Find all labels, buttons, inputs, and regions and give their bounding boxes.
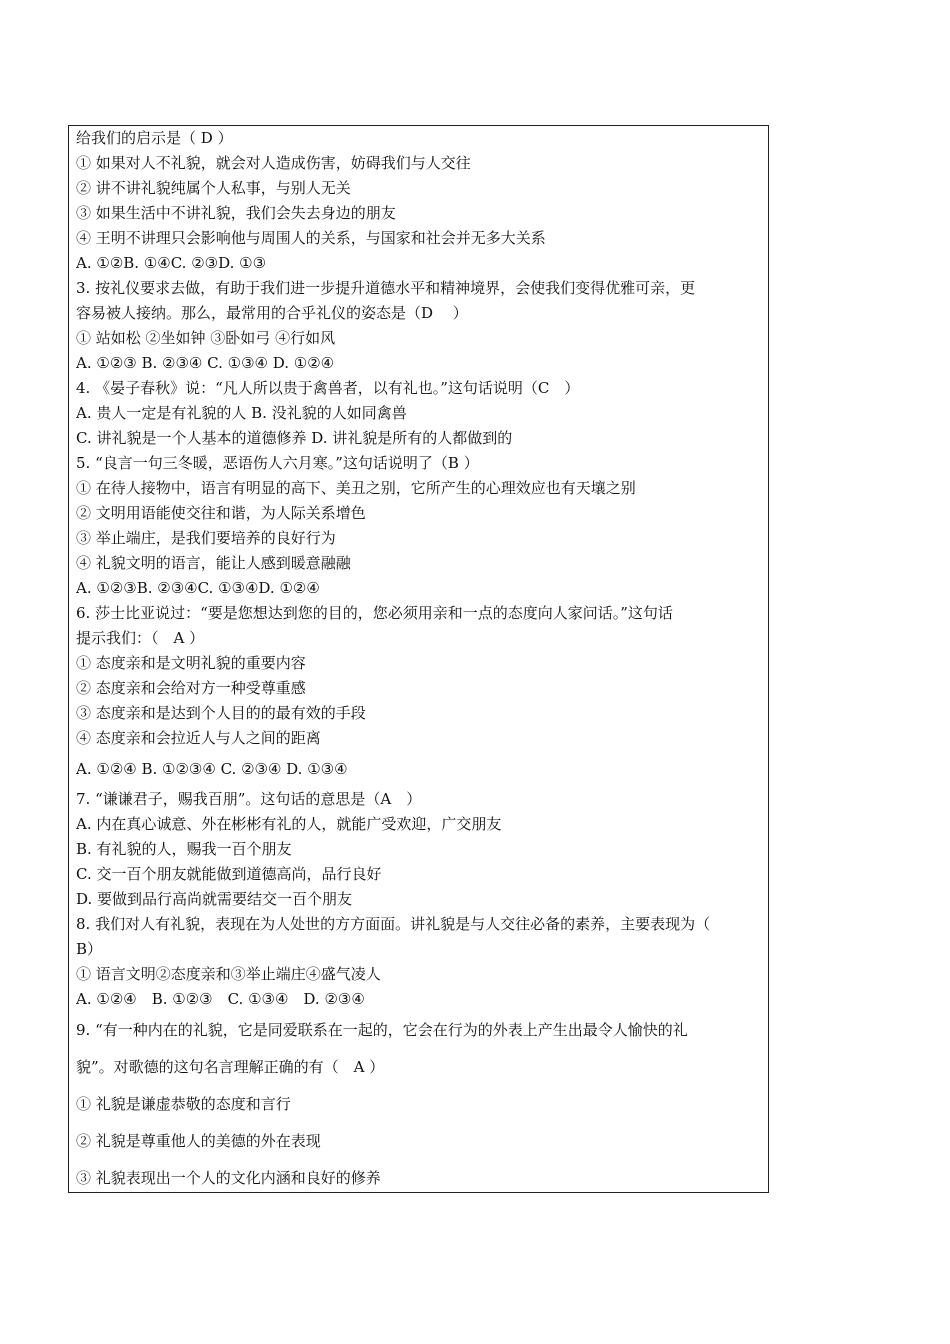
question-3-stem: 3. 按礼仪要求去做，有助于我们进一步提升道德水平和精神境界，会使我们变得优雅可亲，更: [76, 279, 696, 297]
text-line: ② 礼貌是尊重他人的美德的外在表现: [76, 1132, 321, 1150]
text-line: ③ 举止端庄，是我们要培养的良好行为: [76, 529, 336, 547]
text-line: B. 有礼貌的人，赐我一百个朋友: [76, 840, 292, 858]
text-line: B）: [76, 940, 103, 958]
text-line: ③ 如果生活中不讲礼貌，我们会失去身边的朋友: [76, 204, 396, 222]
text-line: ③ 礼貌表现出一个人的文化内涵和良好的修养: [76, 1169, 381, 1187]
text-line: ④ 王明不讲理只会影响他与周围人的关系，与国家和社会并无多大关系: [76, 229, 546, 247]
text-line: A. 贵人一定是有礼貌的人 B. 没礼貌的人如同禽兽: [76, 404, 407, 422]
question-9-stem: 9. “有一种内在的礼貌，它是同爱联系在一起的，它会在行为的外表上产生出最令人愉快的礼: [76, 1021, 688, 1039]
text-line: C. 交一百个朋友就能做到道德高尚，品行良好: [76, 865, 382, 883]
text-line: C. 讲礼貌是一个人基本的道德修养 D. 讲礼貌是所有的人都做到的: [76, 429, 513, 447]
text-line: ② 态度亲和会给对方一种受尊重感: [76, 679, 306, 697]
question-4-stem: 4. 《晏子春秋》说：“凡人所以贵于禽兽者，以有礼也。”这句话说明（C ）: [76, 379, 580, 397]
text-line: 提示我们：（ A ）: [76, 629, 205, 647]
question-6-stem: 6. 莎士比亚说过：“要是您想达到您的目的，您必须用亲和一点的态度向人家问话。”这句话: [76, 604, 673, 622]
text-line: ④ 礼貌文明的语言，能让人感到暖意融融: [76, 554, 351, 572]
text-line: A. ①②④ B. ①②③④ C. ②③④ D. ①③④: [76, 760, 348, 778]
text-line: ③ 态度亲和是达到个人目的的最有效的手段: [76, 704, 366, 722]
text-line: 貌”。对歌德的这句名言理解正确的有（ A ）: [76, 1058, 385, 1076]
question-text-block: [76, 126, 766, 1197]
text-line: ② 讲不讲礼貌纯属个人私事，与别人无关: [76, 179, 351, 197]
text-line: A. ①②B. ①④C. ②③D. ①③: [76, 254, 267, 272]
text-line: ② 文明用语能使交往和谐，为人际关系增色: [76, 504, 366, 522]
question-8-stem: 8. 我们对人有礼貌，表现在为人处世的方方面面。讲礼貌是与人交往必备的素养，主要表现为（: [76, 915, 711, 933]
question-7-stem: 7. “谦谦君子，赐我百朋”。这句话的意思是（A ）: [76, 790, 422, 808]
text-line: ① 如果对人不礼貌，就会对人造成伤害，妨碍我们与人交往: [76, 154, 471, 172]
text-line: 给我们的启示是（ D ）: [76, 129, 233, 147]
text-line: 容易被人接纳。那么，最常用的合乎礼仪的姿态是（D ）: [76, 304, 468, 322]
text-line: ④ 态度亲和会拉近人与人之间的距离: [76, 729, 321, 747]
text-line: ① 礼貌是谦虚恭敬的态度和言行: [76, 1095, 291, 1113]
text-line: A. ①②③ B. ②③④ C. ①③④ D. ①②④: [76, 354, 335, 372]
text-line: ① 语言文明②态度亲和③举止端庄④盛气凌人: [76, 965, 381, 983]
text-line: ① 态度亲和是文明礼貌的重要内容: [76, 654, 306, 672]
text-line: A. 内在真心诚意、外在彬彬有礼的人，就能广受欢迎，广交朋友: [76, 815, 502, 833]
text-line: D. 要做到品行高尚就需要结交一百个朋友: [76, 890, 353, 908]
text-line: A. ①②④ B. ①②③ C. ①③④ D. ②③④: [76, 990, 365, 1008]
text-line: ① 站如松 ②坐如钟 ③卧如弓 ④行如风: [76, 329, 336, 347]
question-5-stem: 5. “良言一句三冬暖，恶语伤人六月寒。”这句话说明了（B ）: [76, 454, 479, 472]
text-line: A. ①②③B. ②③④C. ①③④D. ①②④: [76, 579, 320, 597]
text-line: ① 在待人接物中，语言有明显的高下、美丑之别，它所产生的心理效应也有天壤之别: [76, 479, 636, 497]
